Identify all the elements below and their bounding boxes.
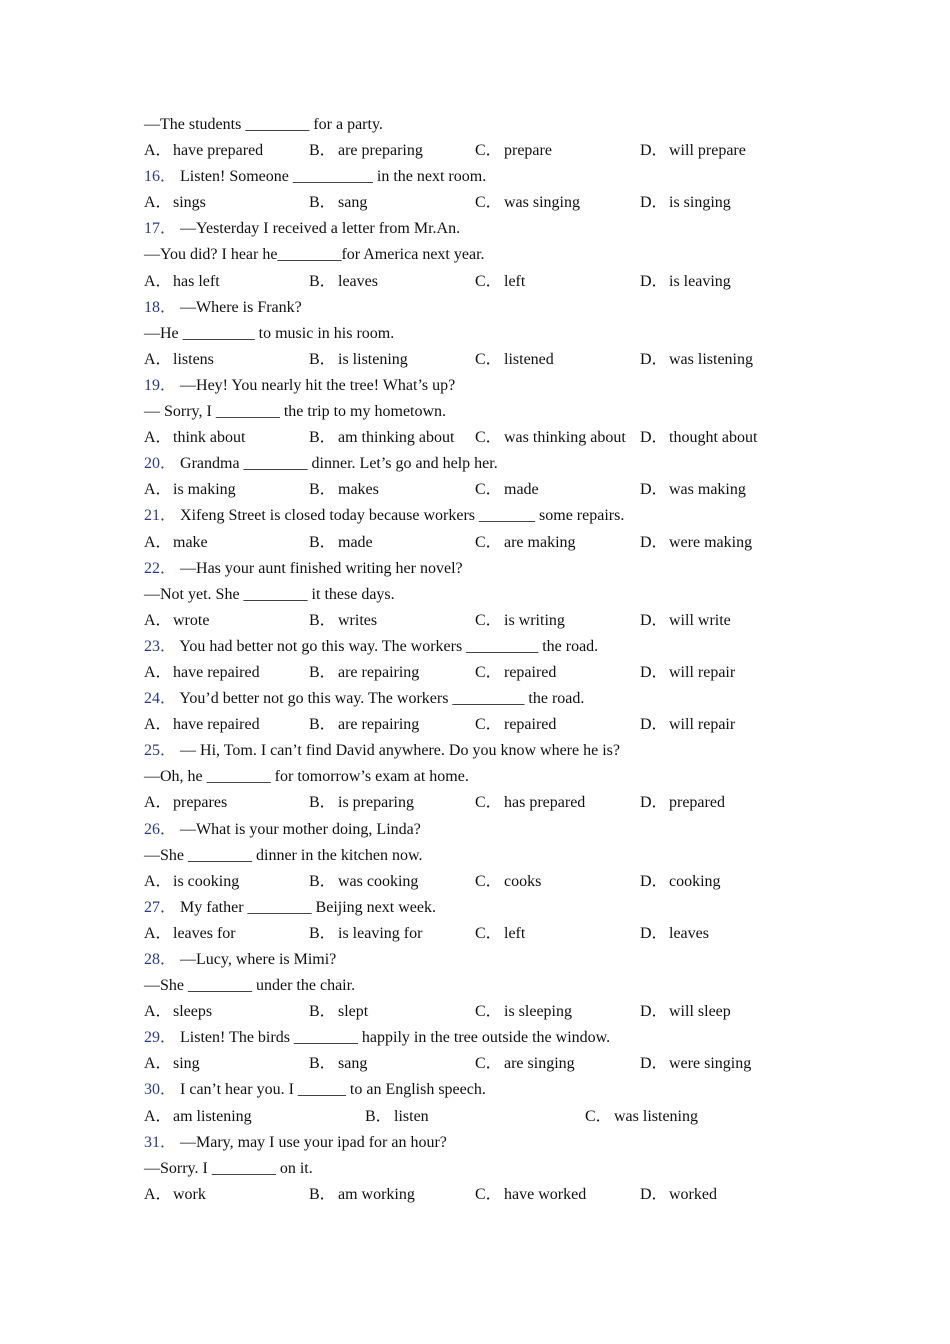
option-b (309, 477, 379, 503)
question-reply (144, 399, 824, 425)
question-text: —Has your aunt finished writing her novel? (180, 559, 463, 577)
option-letter: B． (309, 794, 336, 812)
option-a (144, 921, 236, 947)
option-text: repaired (504, 716, 557, 734)
answer-options (144, 869, 824, 895)
option-d (640, 1051, 751, 1077)
option-text: cooks (504, 872, 542, 890)
option-a (144, 347, 214, 373)
question-reply (144, 1156, 824, 1182)
option-a (144, 712, 260, 738)
option-a (144, 425, 245, 451)
option-text: is leaving for (338, 924, 423, 942)
option-text: is singing (669, 194, 731, 212)
option-text: writes (338, 611, 378, 629)
option-a (144, 1104, 252, 1130)
answer-options (144, 425, 824, 451)
option-text: will repair (669, 716, 736, 734)
answer-options (144, 269, 824, 295)
question-text: —Oh, he ________ for tomorrow’s exam at home. (144, 768, 469, 786)
option-letter: B． (365, 1107, 392, 1125)
option-b (309, 1051, 367, 1077)
option-letter: D． (640, 872, 668, 890)
option-b (309, 190, 367, 216)
answer-options (144, 1182, 824, 1208)
question-text: —Where is Frank? (180, 298, 302, 316)
option-a (144, 1051, 200, 1077)
question-number: 31． (144, 1133, 177, 1151)
question-text: —Lucy, where is Mimi? (180, 951, 337, 968)
option-b (309, 790, 414, 816)
option-text: is preparing (338, 794, 414, 812)
option-text: sleeps (173, 1003, 213, 1021)
option-c (475, 530, 576, 556)
option-b (309, 530, 373, 556)
option-text: have worked (504, 1185, 587, 1203)
option-text: have repaired (173, 716, 260, 734)
option-letter: C． (475, 533, 502, 551)
question-number: 20． (144, 455, 177, 473)
option-c (475, 1051, 575, 1077)
option-letter: C． (475, 194, 502, 212)
answer-options (144, 1104, 824, 1130)
option-c (475, 425, 626, 451)
question-reply (144, 582, 824, 608)
option-text: left (504, 924, 526, 942)
question-stem (144, 817, 824, 843)
option-a (144, 190, 206, 216)
option-letter: C． (585, 1107, 612, 1125)
option-text: prepares (173, 794, 228, 812)
answer-options (144, 790, 824, 816)
option-c (475, 269, 525, 295)
option-c (475, 190, 580, 216)
option-letter: B． (309, 1055, 336, 1073)
option-letter: A． (144, 872, 172, 890)
option-b (309, 608, 377, 634)
option-letter: A． (144, 1003, 172, 1021)
option-text: listen (394, 1107, 429, 1125)
option-text: wrote (173, 611, 210, 629)
option-text: leaves for (173, 924, 236, 942)
question-reply (144, 764, 824, 790)
option-text: think about (173, 429, 246, 447)
option-b (309, 921, 422, 947)
option-letter: B． (309, 429, 336, 447)
option-c (475, 921, 525, 947)
option-text: leaves (669, 924, 709, 942)
option-c (475, 347, 554, 373)
option-letter: D． (640, 1003, 668, 1021)
option-c (475, 1182, 586, 1208)
question-text: —Mary, may I use your ipad for an hour? (180, 1133, 447, 1151)
option-text: are repairing (338, 663, 420, 681)
option-text: am working (338, 1185, 415, 1203)
option-text: worked (669, 1185, 717, 1203)
question-reply (144, 242, 824, 268)
option-letter: C． (475, 872, 502, 890)
option-d (640, 869, 721, 895)
question-text: Xifeng Street is closed today because workers _______ some repairs. (180, 507, 625, 525)
question-number: 22． (144, 559, 177, 577)
answer-options (144, 530, 824, 556)
option-text: repaired (504, 663, 557, 681)
option-text: prepared (669, 794, 725, 812)
option-d (640, 530, 752, 556)
option-text: will sleep (669, 1003, 731, 1021)
question-number: 29． (144, 1029, 177, 1047)
option-a (144, 477, 236, 503)
question-stem (144, 216, 824, 242)
question-text: —What is your mother doing, Linda? (180, 820, 421, 838)
option-letter: B． (309, 272, 336, 290)
question-number: 25． (144, 742, 177, 760)
option-letter: B． (309, 481, 336, 499)
option-letter: A． (144, 533, 172, 551)
answer-options (144, 921, 824, 947)
option-letter: D． (640, 611, 668, 629)
option-a (144, 530, 208, 556)
question-text: —Not yet. She ________ it these days. (144, 585, 395, 603)
option-text: sings (173, 194, 206, 212)
question-stem (144, 373, 824, 399)
option-letter: D． (640, 716, 668, 734)
option-letter: C． (475, 1055, 502, 1073)
option-d (640, 790, 725, 816)
question-list (144, 112, 824, 1208)
option-b (365, 1104, 429, 1130)
option-letter: C． (475, 611, 502, 629)
option-a (144, 869, 239, 895)
intro-options (144, 138, 824, 164)
option-a (144, 608, 209, 634)
answer-options (144, 608, 824, 634)
option-c (475, 790, 585, 816)
option-c (475, 869, 541, 895)
option-letter: A． (144, 716, 172, 734)
option-letter: B． (309, 924, 336, 942)
question-text: — Sorry, I ________ the trip to my hometown. (144, 403, 447, 421)
option-text: listens (173, 350, 214, 368)
option-text: made (504, 481, 539, 499)
option-d (640, 347, 753, 373)
question-reply (144, 843, 824, 869)
option-text: make (173, 533, 208, 551)
option-a (144, 269, 220, 295)
question-number: 18． (144, 298, 177, 316)
question-stem (144, 895, 824, 921)
option-letter: A． (144, 429, 172, 447)
option-d (640, 190, 731, 216)
option-letter: B． (309, 194, 336, 212)
option-b (309, 347, 408, 373)
question-number: 30． (144, 1081, 177, 1099)
option-a (144, 999, 212, 1025)
option-letter: D． (640, 1185, 668, 1203)
question-reply (144, 973, 824, 999)
option-a (144, 660, 260, 686)
option-text: is cooking (173, 872, 240, 890)
question-text: —She ________ under the chair. (144, 977, 356, 995)
option-c (475, 999, 572, 1025)
option-letter: C． (475, 663, 502, 681)
question-stem (144, 295, 824, 321)
question-number: 23． (144, 637, 177, 655)
question-reply (144, 321, 824, 347)
option-letter: D． (640, 794, 668, 812)
option-letter: A． (144, 611, 172, 629)
option-text: is sleeping (504, 1003, 572, 1021)
option-letter: B． (309, 716, 336, 734)
question-text: —You did? I hear he________for America next year. (144, 246, 485, 264)
option-a: A．have prepared (144, 142, 264, 160)
option-letter: B． (309, 1003, 336, 1021)
option-letter: D． (640, 350, 668, 368)
option-text: were singing (669, 1055, 752, 1073)
question-text: Listen! The birds ________ happily in the tree outside the window. (180, 1029, 611, 1047)
option-d (640, 608, 731, 634)
option-d (640, 712, 735, 738)
option-letter: A． (144, 924, 172, 942)
option-letter: C． (475, 1003, 502, 1021)
question-text: —Yesterday I received a letter from Mr.An. (180, 220, 461, 238)
option-letter: A． (144, 194, 172, 212)
option-letter: C． (475, 924, 502, 942)
question-text: You’d better not go this way. The workers _________ the road. (179, 690, 585, 708)
option-text: has left (173, 272, 220, 290)
option-letter: D． (640, 194, 668, 212)
option-letter: B． (309, 350, 336, 368)
option-letter: C． (475, 794, 502, 812)
option-letter: B． (309, 611, 336, 629)
option-d (640, 1182, 717, 1208)
option-letter: A． (144, 272, 172, 290)
question-stem (144, 164, 824, 190)
option-b (309, 660, 419, 686)
option-c (585, 1104, 698, 1130)
question-text: —Hey! You nearly hit the tree! What’s up? (180, 376, 456, 394)
option-b (309, 1182, 415, 1208)
question-stem (144, 503, 824, 529)
option-letter: B． (309, 663, 336, 681)
option-letter: B． (309, 533, 336, 551)
option-c (475, 608, 565, 634)
option-letter: A． (144, 350, 172, 368)
option-text: left (504, 272, 526, 290)
answer-options (144, 660, 824, 686)
question-text: I can’t hear you. I ______ to an English speech. (180, 1081, 486, 1099)
question-number: 17． (144, 220, 177, 238)
option-letter: D． (640, 924, 668, 942)
option-text: leaves (338, 272, 378, 290)
option-text: have repaired (173, 663, 260, 681)
option-text: slept (338, 1003, 369, 1021)
option-text: makes (338, 481, 379, 499)
question-stem (144, 686, 824, 712)
option-letter: D． (640, 1055, 668, 1073)
option-letter: A． (144, 1055, 172, 1073)
option-letter: D． (640, 429, 668, 447)
option-d (640, 921, 709, 947)
question-stem (144, 451, 824, 477)
option-text: is listening (338, 350, 408, 368)
option-a (144, 1182, 206, 1208)
question-text: — Hi, Tom. I can’t find David anywhere. Do you know where he is? (180, 742, 620, 760)
option-text: is writing (504, 611, 565, 629)
answer-options (144, 477, 824, 503)
option-c (475, 477, 539, 503)
option-letter: A． (144, 1107, 172, 1125)
option-d: D．will prepare (640, 142, 746, 160)
question-text: —He _________ to music in his room. (144, 324, 395, 342)
answer-options (144, 347, 824, 373)
option-letter: C． (475, 1185, 502, 1203)
option-text: was singing (504, 194, 580, 212)
option-letter: A． (144, 663, 172, 681)
question-number: 24． (144, 690, 177, 708)
option-letter: A． (144, 481, 172, 499)
option-text: will repair (669, 663, 736, 681)
answer-options (144, 1051, 824, 1077)
option-text: am thinking about (338, 429, 455, 447)
option-text: was listening (669, 350, 753, 368)
option-text: was making (669, 481, 746, 499)
option-d (640, 425, 757, 451)
option-text: will write (669, 611, 731, 629)
option-letter: B． (309, 872, 336, 890)
option-letter: C． (475, 429, 502, 447)
option-letter: C． (475, 481, 502, 499)
option-letter: B． (309, 1185, 336, 1203)
option-letter: D． (640, 272, 668, 290)
answer-options (144, 999, 824, 1025)
option-text: listened (504, 350, 554, 368)
option-c (475, 712, 556, 738)
question-text: You had better not go this way. The workers _________ the road. (179, 637, 599, 655)
option-text: made (338, 533, 373, 551)
option-letter: A． (144, 1185, 172, 1203)
option-b (309, 869, 418, 895)
option-text: sing (173, 1055, 200, 1073)
option-letter: C． (475, 716, 502, 734)
question-stem (144, 1130, 824, 1156)
option-text: was thinking about (504, 429, 626, 447)
question-stem (144, 738, 824, 764)
option-letter: D． (640, 481, 668, 499)
option-text: are repairing (338, 716, 420, 734)
question-number: 21． (144, 507, 177, 525)
option-text: are singing (504, 1055, 575, 1073)
option-letter: A． (144, 794, 172, 812)
option-text: am listening (173, 1107, 252, 1125)
option-text: sang (338, 1055, 368, 1073)
option-b (309, 712, 419, 738)
question-text: Listen! Someone __________ in the next room. (180, 168, 487, 186)
option-text: work (173, 1185, 206, 1203)
question-number: 27． (144, 898, 177, 916)
question-number: 19． (144, 376, 177, 394)
question-text: My father ________ Beijing next week. (180, 898, 436, 916)
option-letter: C． (475, 350, 502, 368)
option-d (640, 999, 731, 1025)
option-text: was listening (614, 1107, 698, 1125)
option-text: are making (504, 533, 576, 551)
option-text: has prepared (504, 794, 586, 812)
option-text: was cooking (338, 872, 419, 890)
question-text: —Sorry. I ________ on it. (144, 1159, 313, 1177)
option-d (640, 477, 746, 503)
option-a (144, 790, 227, 816)
option-b: B． are preparing (309, 142, 423, 160)
question-stem (144, 634, 824, 660)
question-stem (144, 1025, 824, 1051)
option-text: sang (338, 194, 368, 212)
option-text: thought about (669, 429, 758, 447)
option-letter: D． (640, 663, 668, 681)
question-text: Grandma ________ dinner. Let’s go and help her. (180, 455, 498, 473)
intro-stem: —The students ________ for a party. (144, 116, 383, 133)
question-text: —She ________ dinner in the kitchen now. (144, 846, 423, 864)
question-number: 16． (144, 168, 177, 186)
option-b (309, 425, 454, 451)
option-letter: C． (475, 272, 502, 290)
option-b (309, 999, 368, 1025)
option-d (640, 269, 731, 295)
option-c: C． prepare (475, 142, 552, 160)
option-b (309, 269, 378, 295)
question-stem (144, 1077, 824, 1103)
option-d (640, 660, 735, 686)
question-stem (144, 556, 824, 582)
option-text: is leaving (669, 272, 731, 290)
answer-options (144, 190, 824, 216)
question-number: 26． (144, 820, 177, 838)
question-number: 28． (144, 951, 177, 968)
option-text: were making (669, 533, 753, 551)
option-letter: D． (640, 533, 668, 551)
option-text: is making (173, 481, 236, 499)
answer-options (144, 712, 824, 738)
option-c (475, 660, 556, 686)
option-text: cooking (669, 872, 721, 890)
question-stem (144, 947, 824, 973)
